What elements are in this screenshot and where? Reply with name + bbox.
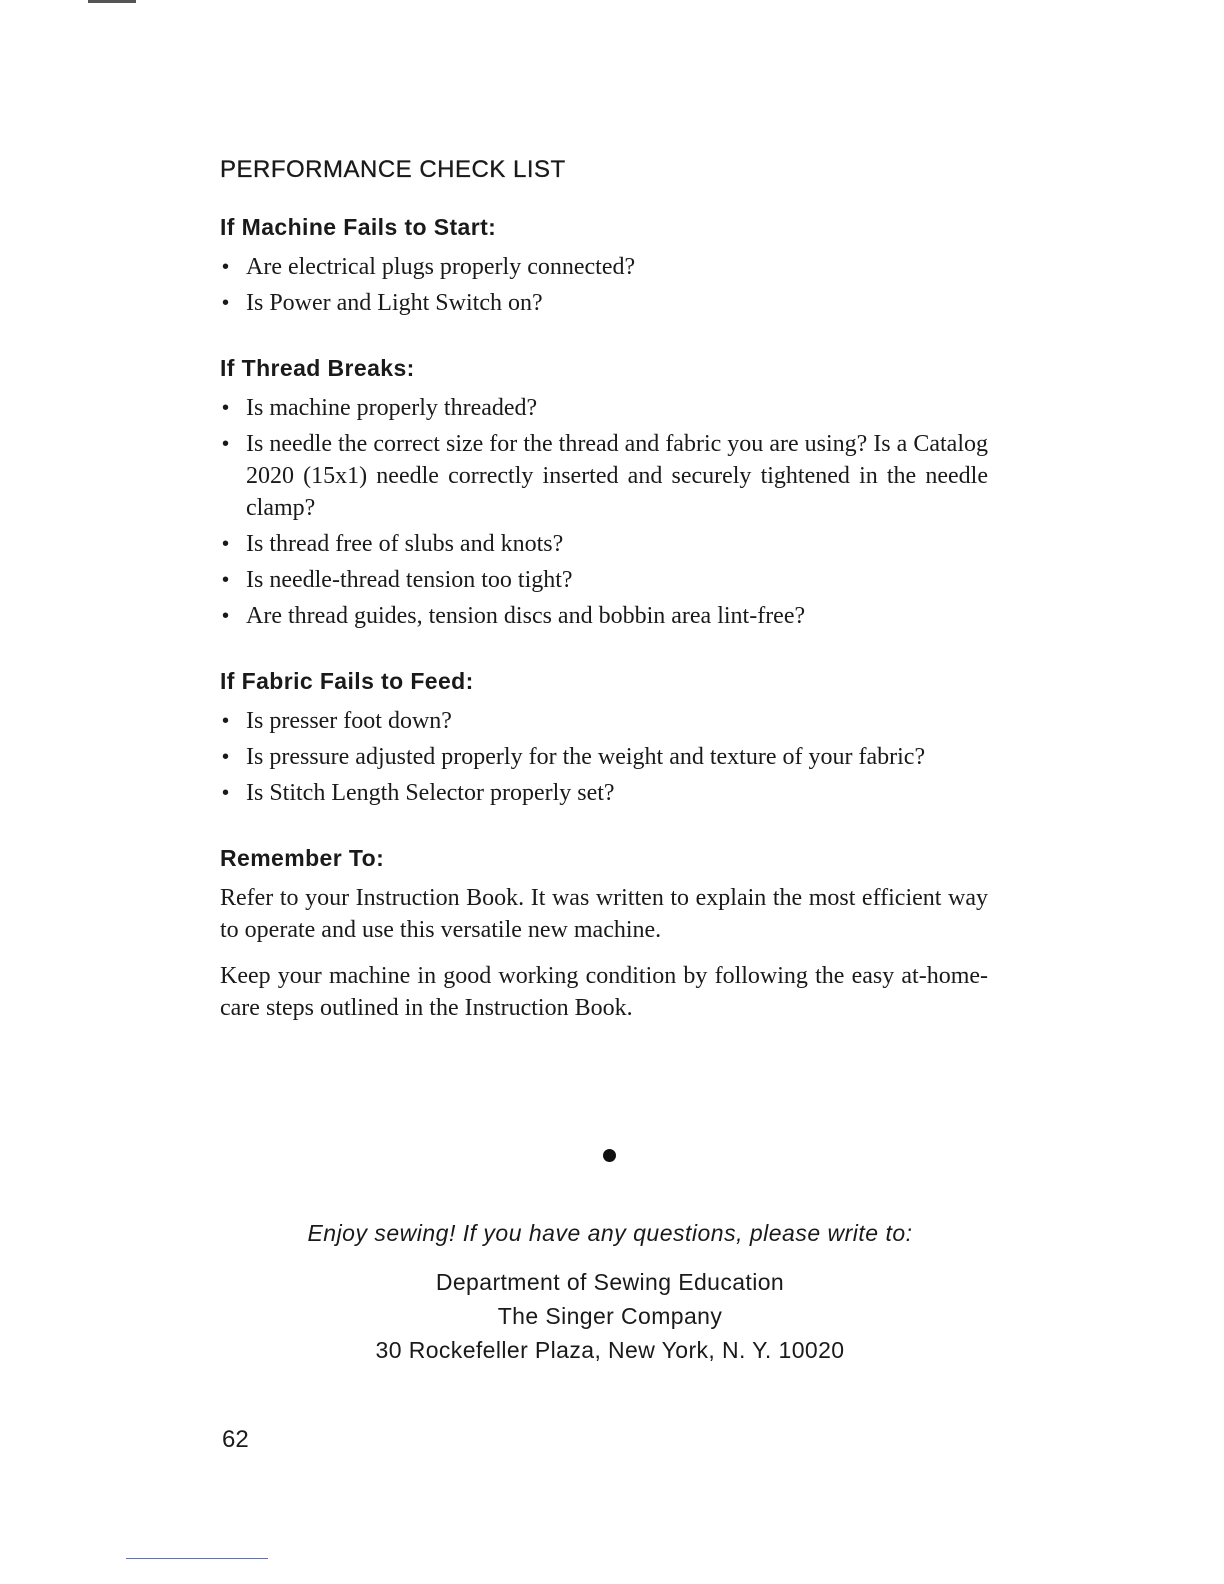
scan-artifact-mark <box>88 0 136 3</box>
bullet-icon: • <box>222 782 230 804</box>
list-item <box>220 741 988 773</box>
section-machine-fails-to-start <box>220 214 988 319</box>
section-heading: If Thread Breaks: <box>220 355 415 381</box>
checklist <box>220 392 988 632</box>
page-number: 62 <box>222 1426 249 1453</box>
bullet-icon: • <box>222 605 230 627</box>
address-line-street: 30 Rockefeller Plaza, New York, N. Y. 10020 <box>375 1337 845 1363</box>
list-item <box>220 564 988 596</box>
list-item-text: Is thread free of slubs and knots? <box>246 531 564 557</box>
section-fabric-fails-to-feed <box>220 668 988 809</box>
section-heading: If Machine Fails to Start: <box>220 214 497 240</box>
list-item <box>220 251 988 283</box>
list-item-text: Is presser foot down? <box>246 708 452 734</box>
list-item-text: Is Power and Light Switch on? <box>246 290 543 316</box>
list-item-text: Is needle-thread tension too tight? <box>246 567 573 593</box>
checklist <box>220 705 988 809</box>
closing-note: Enjoy sewing! If you have any questions, please write to: <box>307 1220 913 1246</box>
bullet-icon: • <box>222 746 230 768</box>
bullet-icon: • <box>222 292 230 314</box>
main-content <box>220 156 988 1060</box>
paragraph: Keep your machine in good working condition by following the easy at-home-care steps outlined in the Instruction Book. <box>220 963 988 1021</box>
address-line-department: Department of Sewing Education <box>435 1269 785 1295</box>
closing-block <box>220 1220 1000 1367</box>
section-heading: If Fabric Fails to Feed: <box>220 668 474 694</box>
list-item-text: Are thread guides, tension discs and bobbin area lint-free? <box>246 603 806 629</box>
page-title: PERFORMANCE CHECK LIST <box>220 156 566 183</box>
list-item-text: Is needle the correct size for the thread and fabric you are using? Is a Catalog 2020 (15x1) needle correctly inserted and securely tightened in the needle clamp? <box>246 431 988 521</box>
address-line-company: The Singer Company <box>497 1303 723 1329</box>
list-item-text: Is Stitch Length Selector properly set? <box>246 780 615 806</box>
list-item-text: Is pressure adjusted properly for the weight and texture of your fabric? <box>246 744 926 770</box>
list-item-text: Is machine properly threaded? <box>246 395 538 421</box>
bullet-icon: • <box>222 256 230 278</box>
list-item <box>220 392 988 424</box>
section-thread-breaks <box>220 355 988 632</box>
list-item <box>220 528 988 560</box>
list-item-text: Are electrical plugs properly connected? <box>246 254 636 280</box>
bullet-icon: • <box>222 710 230 732</box>
list-item <box>220 428 988 524</box>
bullet-icon: • <box>222 397 230 419</box>
checklist <box>220 251 988 319</box>
section-heading: Remember To: <box>220 845 385 871</box>
bullet-icon: • <box>222 433 230 455</box>
separator-dot-icon <box>603 1149 616 1162</box>
list-item <box>220 600 988 632</box>
list-item <box>220 287 988 319</box>
list-item <box>220 705 988 737</box>
list-item <box>220 777 988 809</box>
bullet-icon: • <box>222 569 230 591</box>
scan-artifact-line <box>126 1558 268 1559</box>
paragraph: Refer to your Instruction Book. It was written to explain the most efficient way to operate and use this versatile new machine. <box>220 885 988 943</box>
section-remember-to <box>220 845 988 1024</box>
bullet-icon: • <box>222 533 230 555</box>
